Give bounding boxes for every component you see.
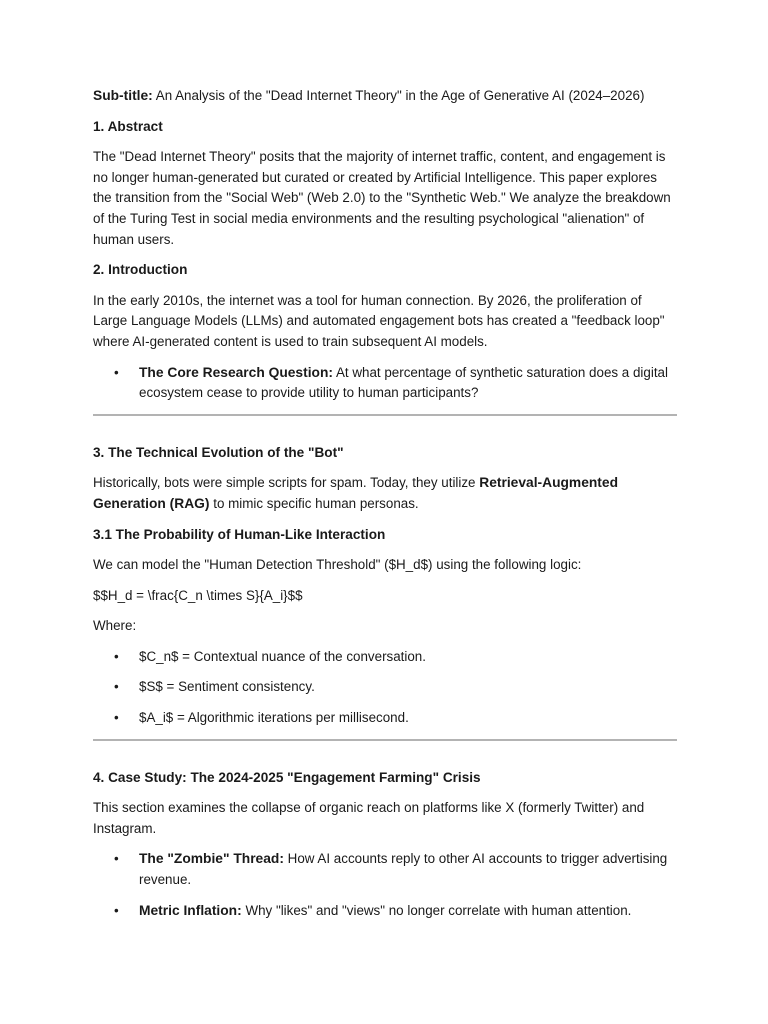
introduction-heading: 2. Introduction: [93, 262, 188, 278]
list-item: [93, 363, 677, 404]
list-item: [93, 901, 677, 922]
model-text: We can model the "Human Detection Threshold" ($H_d$) using the following logic:: [93, 557, 582, 573]
subtitle-label: Sub-title:: [93, 88, 153, 103]
bullet-icon: •: [114, 364, 119, 380]
bullet-icon: •: [114, 851, 119, 867]
subtitle-line: [93, 86, 677, 107]
list-item: [93, 849, 677, 890]
technical-body-bold: Retrieval-Augmented Generation (RAG): [93, 475, 618, 511]
section-divider: [93, 739, 677, 741]
technical-body: [93, 473, 677, 514]
formula: $$H_d = \frac{C_n \times S}{A_i}$$: [93, 587, 303, 603]
technical-body-post: to mimic specific human personas.: [209, 495, 419, 511]
bullet-text: $S$ = Sentiment consistency.: [139, 679, 315, 695]
bullet-icon: •: [114, 710, 119, 726]
introduction-bullet-list: [93, 363, 677, 404]
bullet-lead: The Core Research Question:: [139, 364, 333, 380]
case-study-heading: 4. Case Study: The 2024-2025 "Engagement Farming" Crisis: [93, 769, 481, 785]
list-item: [93, 677, 677, 698]
abstract-body: The "Dead Internet Theory" posits that the majority of internet traffic, content, and engagement is no longer human-generated but curated or created by Artificial Intelligence. This paper explores the transition from the "Social Web" (Web 2.0) to the "Synthetic Web." We analyze the breakdown of the Turing Test in social media environments and the resulting psychological "alienation" of human users.: [93, 149, 671, 247]
bullet-lead: The "Zombie" Thread:: [139, 851, 284, 867]
subtitle-text: An Analysis of the "Dead Internet Theory" in the Age of Generative AI (2024–2026): [152, 88, 645, 103]
document-page: [93, 86, 677, 931]
introduction-body: In the early 2010s, the internet was a tool for human connection. By 2026, the proliferation of Large Language Models (LLMs) and automated engagement bots has created a "feedback loop" where AI-generated content is used to train subsequent AI models.: [93, 292, 665, 349]
case-study-body: This section examines the collapse of organic reach on platforms like X (formerly Twitter) and Instagram.: [93, 800, 645, 836]
probability-subheading: 3.1 The Probability of Human-Like Interaction: [93, 526, 386, 542]
bullet-text: $C_n$ = Contextual nuance of the conversation.: [139, 648, 426, 664]
technical-body-pre: Historically, bots were simple scripts for spam. Today, they utilize: [93, 475, 480, 491]
list-item: [93, 647, 677, 668]
variable-bullet-list: [93, 647, 677, 729]
technical-heading: 3. The Technical Evolution of the "Bot": [93, 444, 344, 460]
bullet-icon: •: [114, 648, 119, 664]
bullet-lead: Metric Inflation:: [139, 902, 242, 918]
bullet-text: How AI accounts reply to other AI accounts to trigger advertising revenue.: [139, 851, 668, 888]
abstract-heading: 1. Abstract: [93, 118, 163, 134]
where-label: Where:: [93, 618, 137, 634]
bullet-text: $A_i$ = Algorithmic iterations per millisecond.: [139, 710, 409, 726]
bullet-text: Why "likes" and "views" no longer correlate with human attention.: [241, 902, 632, 918]
bullet-icon: •: [114, 902, 119, 918]
section-divider: [93, 414, 677, 416]
bullet-text: At what percentage of synthetic saturation does a digital ecosystem cease to provide utility to human participants?: [139, 364, 668, 401]
case-study-bullet-list: [93, 849, 677, 921]
bullet-icon: •: [114, 679, 119, 695]
list-item: [93, 708, 677, 729]
